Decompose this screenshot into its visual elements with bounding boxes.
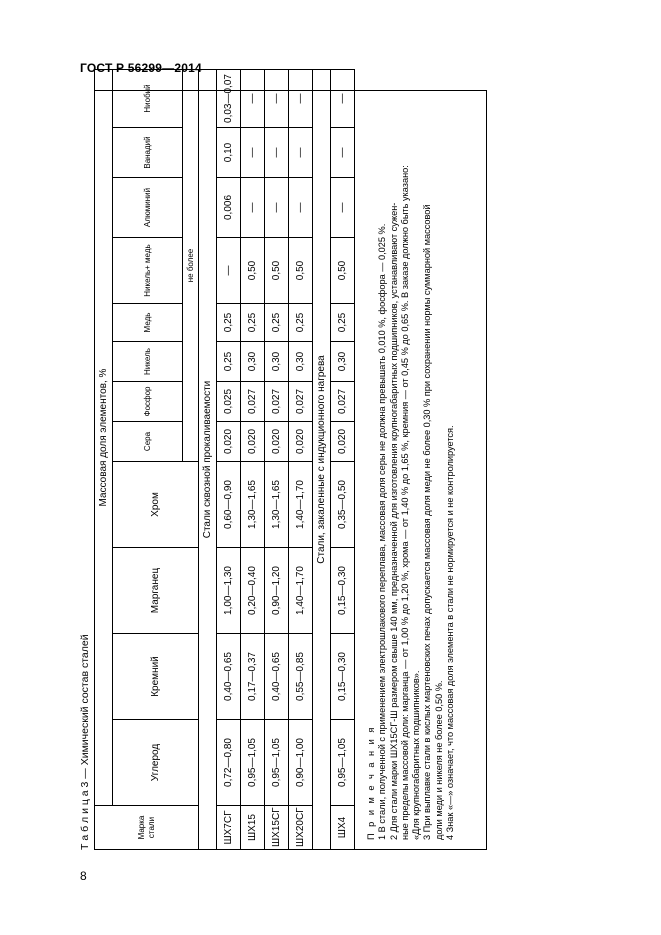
cell-carbon: 0,90—1,00 [289, 720, 313, 806]
note-line: доли меди и никеля не более 0,50 %. [433, 680, 444, 840]
rotated-table-area [76, 50, 496, 850]
cell-chromium: 1,30—1,65 [241, 462, 265, 548]
table-row [331, 0, 355, 850]
section-through-hardening: Стали сквозной прокаливаемости [199, 70, 217, 850]
header-carbon: Углерод [113, 720, 199, 806]
cell-sulfur: 0,020 [241, 422, 265, 462]
header-nickel: Никель [113, 342, 183, 382]
cell-chromium: 1,40—1,70 [289, 462, 313, 548]
cell-niobium: — [331, 70, 355, 128]
cell-vanadium: — [265, 128, 289, 178]
cell-manganese: 1,40—1,70 [289, 548, 313, 634]
cell-sulfur: 0,020 [217, 422, 241, 462]
note-line: 3 При выплавке стали в кислых мартеновских печах допускается массовая доля меди не более 0,30 % при сохранении нормы суммарной массовой [422, 204, 433, 840]
header-silicon: Кремний [113, 634, 199, 720]
cell-copper: 0,25 [265, 304, 289, 342]
notes-area-cell [95, 0, 355, 70]
cell-aluminum: — [241, 178, 265, 238]
cell-aluminum: — [265, 178, 289, 238]
cell-vanadium: 0,10 [217, 128, 241, 178]
cell-niobium: 0,03—0,07 [217, 70, 241, 128]
table-row [265, 0, 289, 850]
cell-silicon: 0,40—0,65 [217, 634, 241, 720]
note-line: 1 В стали, полученной с применением электрошлакового переплава, массовая доля серы не должна превышать 0,010 %, фосфора — 0,025 %. [377, 223, 388, 840]
cell-vanadium: — [289, 128, 313, 178]
cell-grade: ШХ20СГ [289, 806, 313, 850]
cell-vanadium: — [241, 128, 265, 178]
cell-silicon: 0,17—0,37 [241, 634, 265, 720]
cell-silicon: 0,15—0,30 [331, 634, 355, 720]
cell-copper: 0,25 [331, 304, 355, 342]
cell-nickel-copper: 0,50 [289, 238, 313, 304]
header-chromium: Хром [113, 462, 199, 548]
cell-copper: 0,25 [217, 304, 241, 342]
cell-aluminum: 0,006 [217, 178, 241, 238]
table-caption: Т а б л и ц а 3 — Химический состав сталей [79, 634, 91, 850]
header-manganese: Марганец [113, 548, 199, 634]
cell-copper: 0,25 [241, 304, 265, 342]
note-line: 4 Знак «—» означает, что массовая доля элемента в стали не нормируется и не контролируется. [445, 425, 456, 840]
header-copper: Медь [113, 304, 183, 342]
cell-silicon: 0,55—0,85 [289, 634, 313, 720]
cell-phosphorus: 0,027 [289, 382, 313, 422]
cell-grade: ШХ15 [241, 806, 265, 850]
cell-grade: ШХ15СГ [265, 806, 289, 850]
cell-nickel-copper: 0,50 [331, 238, 355, 304]
cell-niobium: — [241, 70, 265, 128]
cell-nickel-copper: 0,50 [241, 238, 265, 304]
table-notes [366, 95, 456, 840]
cell-chromium: 0,60—0,90 [217, 462, 241, 548]
cell-niobium: — [265, 70, 289, 128]
cell-carbon: 0,95—1,05 [241, 720, 265, 806]
cell-nickel-copper: 0,50 [265, 238, 289, 304]
cell-sulfur: 0,020 [331, 422, 355, 462]
table-row [217, 0, 241, 850]
cell-vanadium: — [331, 128, 355, 178]
cell-nickel: 0,30 [289, 342, 313, 382]
document-header: ГОСТ Р 56299—2014 [80, 61, 202, 75]
cell-sulfur: 0,020 [265, 422, 289, 462]
cell-phosphorus: 0,027 [241, 382, 265, 422]
cell-manganese: 0,20—0,40 [241, 548, 265, 634]
header-aluminum: Алюминий [113, 178, 183, 238]
header-mass-fraction: Массовая доля элементов, % [95, 70, 113, 806]
cell-chromium: 1,30—1,65 [265, 462, 289, 548]
cell-nickel: 0,30 [265, 342, 289, 382]
cell-copper: 0,25 [289, 304, 313, 342]
header-not-more: не более [183, 70, 199, 462]
cell-nickel: 0,25 [217, 342, 241, 382]
cell-nickel: 0,30 [241, 342, 265, 382]
header-niobium: Ниобий [113, 70, 183, 128]
header-grade: Марка стали [95, 806, 199, 850]
cell-manganese: 0,15—0,30 [331, 548, 355, 634]
table-row [241, 0, 265, 850]
cell-silicon: 0,40—0,65 [265, 634, 289, 720]
note-line: «Для крупногабаритных подшипников». [411, 670, 422, 840]
cell-nickel: 0,30 [331, 342, 355, 382]
note-line: ные пределы массовой доли: марганца — от 1,00 % до 1,20 %, хрома — от 1,40 % до 1,65 %, кремния — от 0,45 % до 0,65 %. В заказе должно быть указано: [399, 165, 410, 840]
cell-phosphorus: 0,027 [331, 382, 355, 422]
cell-carbon: 0,95—1,05 [331, 720, 355, 806]
cell-grade: ШХ7СГ [217, 806, 241, 850]
cell-aluminum: — [331, 178, 355, 238]
cell-carbon: 0,72—0,80 [217, 720, 241, 806]
cell-chromium: 0,35—0,50 [331, 462, 355, 548]
page-number: 8 [80, 869, 87, 883]
cell-grade: ШХ4 [331, 806, 355, 850]
cell-manganese: 0,90—1,20 [265, 548, 289, 634]
header-sulfur: Сера [113, 422, 183, 462]
cell-sulfur: 0,020 [289, 422, 313, 462]
notes-title: П р и м е ч а н и я [366, 725, 376, 840]
cell-carbon: 0,95—1,05 [265, 720, 289, 806]
header-phosphorus: Фосфор [113, 382, 183, 422]
cell-aluminum: — [289, 178, 313, 238]
section-induction-hardened: Стали, закаленные с индукционного нагрева [313, 70, 331, 850]
chemical-composition-table [94, 0, 355, 850]
cell-manganese: 1,00—1,30 [217, 548, 241, 634]
cell-nickel-copper: — [217, 238, 241, 304]
cell-phosphorus: 0,025 [217, 382, 241, 422]
header-nickel-copper: Никель+ медь [113, 238, 183, 304]
cell-phosphorus: 0,027 [265, 382, 289, 422]
cell-niobium: — [289, 70, 313, 128]
header-vanadium: Ванадий [113, 128, 183, 178]
note-line: 2 Для стали марки ШХ15СГ-Ш размером свыше 140 мм, предназначенной для изготовления крупногабаритных подшипников, устанавливают сужен- [388, 202, 399, 840]
table-row [289, 0, 313, 850]
